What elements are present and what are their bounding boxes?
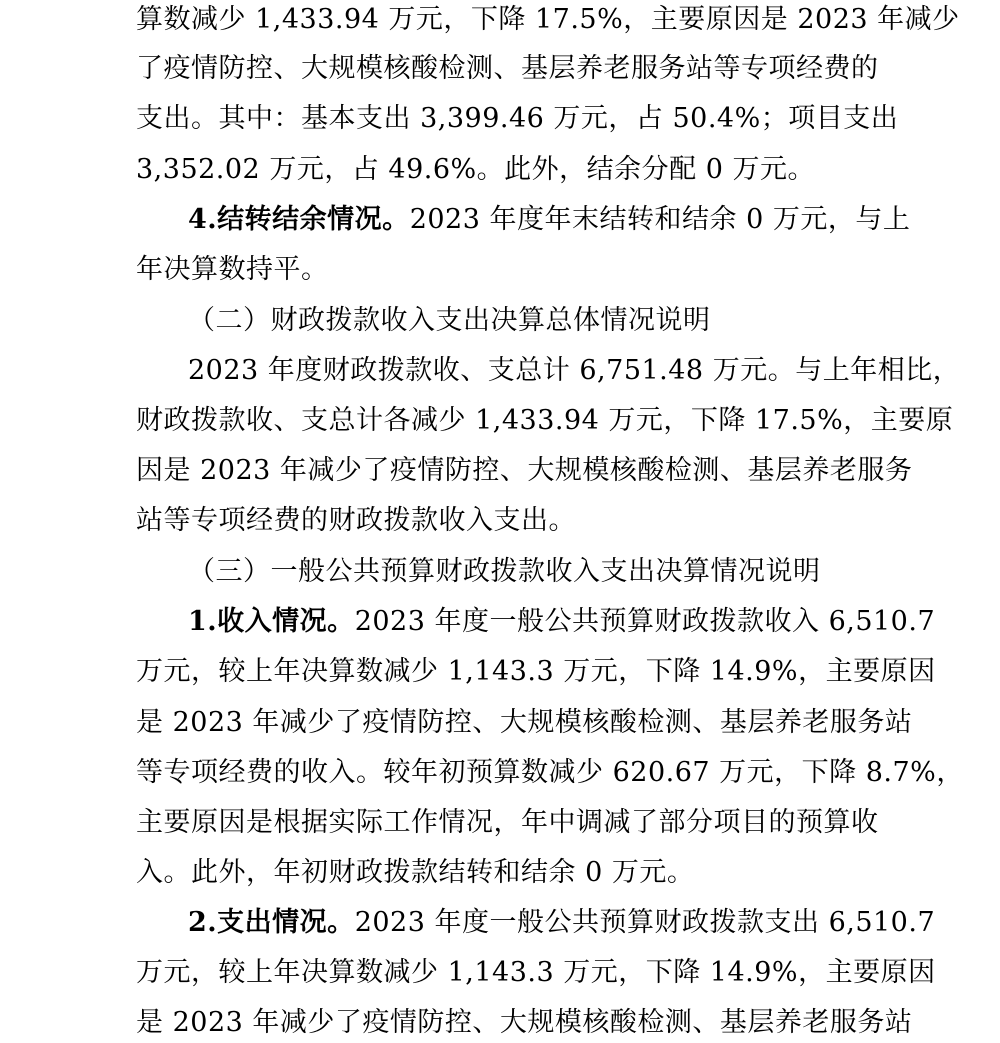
expenditure-line (188, 903, 936, 943)
paragraph-line: 了疫情防控、大规模核酸检测、基层养老服务站等专项经费的 (136, 53, 879, 84)
paragraph-line: 算数减少 1,433.94 万元，下降 17.5%，主要原因是 2023 年减少 (136, 4, 960, 35)
expenditure-heading: 2.支出情况。 (188, 907, 355, 938)
section-heading-2: （二）财政拨款收入支出决算总体情况说明 (188, 305, 711, 336)
income-heading: 1.收入情况。 (188, 606, 355, 637)
paragraph-line: 等专项经费的收入。较年初预算数减少 620.67 万元，下降 8.7%， (136, 757, 964, 788)
paragraph-line: 万元，较上年决算数减少 1,143.3 万元，下降 14.9%，主要原因 (136, 957, 936, 988)
section-4-line (188, 200, 911, 240)
paragraph-line: 是 2023 年减少了疫情防控、大规模核酸检测、基层养老服务站 (136, 1007, 913, 1038)
paragraph-line: 站等专项经费的财政拨款收入支出。 (136, 505, 576, 536)
income-line (188, 602, 936, 642)
section-4-text: 2023 年度年末结转和结余 0 万元，与上 (409, 204, 911, 235)
paragraph-line: 支出。其中：基本支出 3,399.46 万元，占 50.4%；项目支出 (136, 103, 899, 134)
paragraph-line: 2023 年度财政拨款收、支总计 6,751.48 万元。与上年相比， (188, 355, 961, 386)
paragraph-line: 主要原因是根据实际工作情况，年中调减了部分项目的预算收 (136, 807, 879, 838)
paragraph-line: 万元，较上年决算数减少 1,143.3 万元，下降 14.9%，主要原因 (136, 656, 936, 687)
paragraph-line: 入。此外，年初财政拨款结转和结余 0 万元。 (136, 857, 695, 888)
paragraph-line: 年决算数持平。 (136, 254, 329, 285)
paragraph-line: 财政拨款收、支总计各减少 1,433.94 万元，下降 17.5%，主要原 (136, 405, 954, 436)
section-4-heading: 4.结转结余情况。 (188, 204, 410, 235)
section-heading-3: （三）一般公共预算财政拨款收入支出决算情况说明 (188, 556, 821, 587)
paragraph-line: 因是 2023 年减少了疫情防控、大规模核酸检测、基层养老服务 (136, 455, 913, 486)
paragraph-line: 3,352.02 万元，占 49.6%。此外，结余分配 0 万元。 (136, 154, 816, 185)
expenditure-text: 2023 年度一般公共预算财政拨款支出 6,510.7 (354, 907, 936, 938)
income-text: 2023 年度一般公共预算财政拨款收入 6,510.7 (354, 606, 936, 637)
paragraph-line: 是 2023 年减少了疫情防控、大规模核酸检测、基层养老服务站 (136, 707, 913, 738)
